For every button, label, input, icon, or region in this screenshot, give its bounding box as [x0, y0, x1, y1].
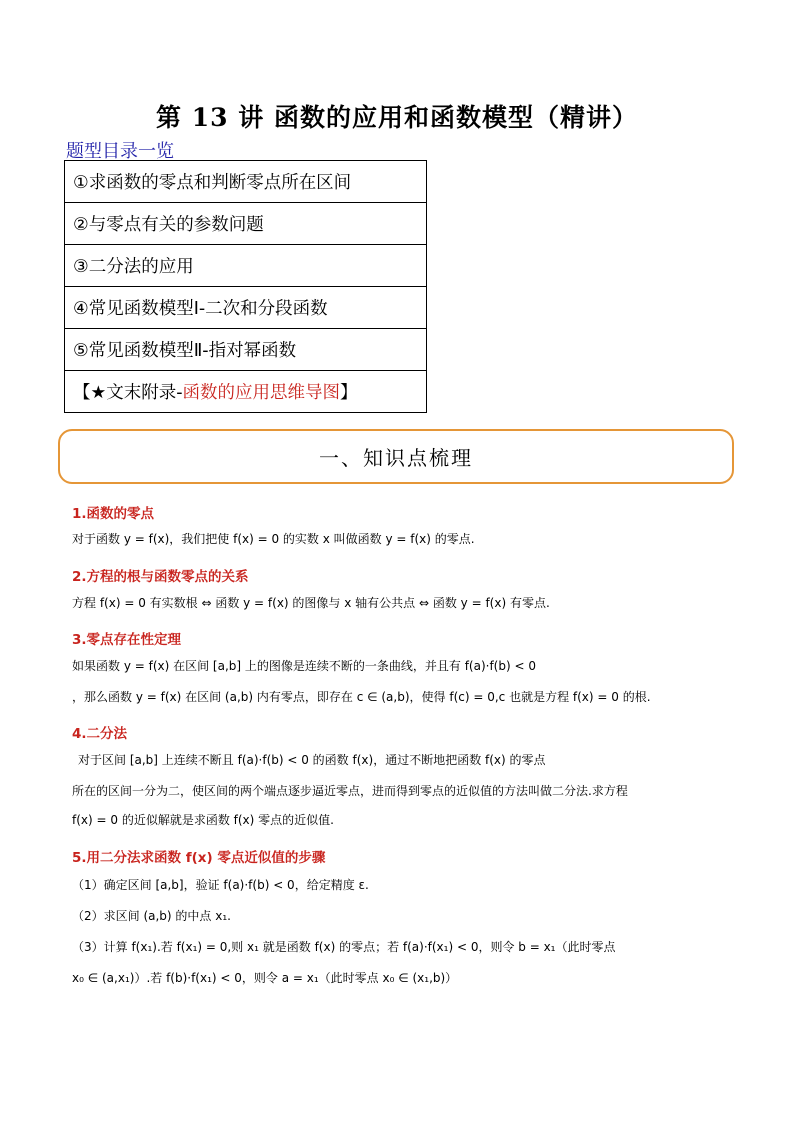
toc-appendix-link[interactable]: 函数的应用思维导图 [182, 383, 341, 403]
toc-appendix[interactable] [65, 371, 427, 413]
step-1: （1）确定区间 [a,b]，验证 f(a)·f(b) < 0，给定精度 ε. [72, 878, 369, 892]
toc-item[interactable]: ①求函数的零点和判断零点所在区间 [65, 161, 427, 203]
page-title: 第 13 讲 函数的应用和函数模型（精讲） [156, 103, 638, 132]
para-bisection-2: 所在的区间一分为二，使区间的两个端点逐步逼近零点，进而得到零点的近似值的方法叫做二分法.求方程 [72, 784, 628, 798]
toc-row [65, 329, 427, 371]
step-2: （2）求区间 (a,b) 的中点 x₁. [72, 909, 231, 923]
para-function-zero: 对于函数 y = f(x)，我们把使 f(x) = 0 的实数 x 叫做函数 y = f(x) 的零点. [72, 532, 475, 546]
toc-row [65, 245, 427, 287]
toc-item[interactable]: ②与零点有关的参数问题 [65, 203, 427, 245]
para-bisection-1: 对于区间 [a,b] 上连续不断且 f(a)·f(b) < 0 的函数 f(x)，通过不断地把函数 f(x) 的零点 [78, 753, 546, 767]
para-existence-theorem-1: 如果函数 y = f(x) 在区间 [a,b] 上的图像是连续不断的一条曲线，并且有 f(a)·f(b) < 0 [72, 659, 536, 673]
para-bisection-3: f(x) = 0 的近似解就是求函数 f(x) 零点的近似值. [72, 813, 334, 827]
heading-root-zero-relation: 2.方程的根与函数零点的关系 [72, 569, 249, 585]
toc-table [64, 160, 427, 413]
heading-existence-theorem: 3.零点存在性定理 [72, 632, 182, 648]
toc-row [65, 161, 427, 203]
para-existence-theorem-2: ，那么函数 y = f(x) 在区间 (a,b) 内有零点，即存在 c ∈ (a,b)，使得 f(c) = 0,c 也就是方程 f(x) = 0 的根. [72, 690, 651, 704]
heading-bisection-steps: 5.用二分法求函数 f(x) 零点近似值的步骤 [72, 850, 326, 866]
toc-item[interactable]: ⑤常见函数模型Ⅱ-指对幂函数 [65, 329, 427, 371]
section-header-box [58, 429, 734, 484]
toc-row [65, 203, 427, 245]
toc-appendix-suffix: 】 [340, 383, 358, 403]
step-3-line-1: （3）计算 f(x₁).若 f(x₁) = 0,则 x₁ 就是函数 f(x) 的零点；若 f(a)·f(x₁) < 0，则令 b = x₁（此时零点 [72, 940, 616, 954]
toc-appendix-prefix: 【★文末附录- [73, 383, 183, 403]
heading-bisection: 4.二分法 [72, 726, 128, 742]
toc-heading: 题型目录一览 [66, 141, 174, 162]
para-root-zero-relation: 方程 f(x) = 0 有实数根 ⇔ 函数 y = f(x) 的图像与 x 轴有公共点 ⇔ 函数 y = f(x) 有零点. [72, 596, 550, 610]
toc-row [65, 287, 427, 329]
toc-item[interactable]: ④常见函数模型Ⅰ-二次和分段函数 [65, 287, 427, 329]
toc-row [65, 371, 427, 413]
heading-function-zero: 1.函数的零点 [72, 506, 155, 522]
step-3-line-2: x₀ ∈ (a,x₁)）.若 f(b)·f(x₁) < 0，则令 a = x₁（此时零点 x₀ ∈ (x₁,b)） [72, 971, 458, 985]
section-title: 一、知识点梳理 [319, 446, 473, 470]
toc-item[interactable]: ③二分法的应用 [65, 245, 427, 287]
